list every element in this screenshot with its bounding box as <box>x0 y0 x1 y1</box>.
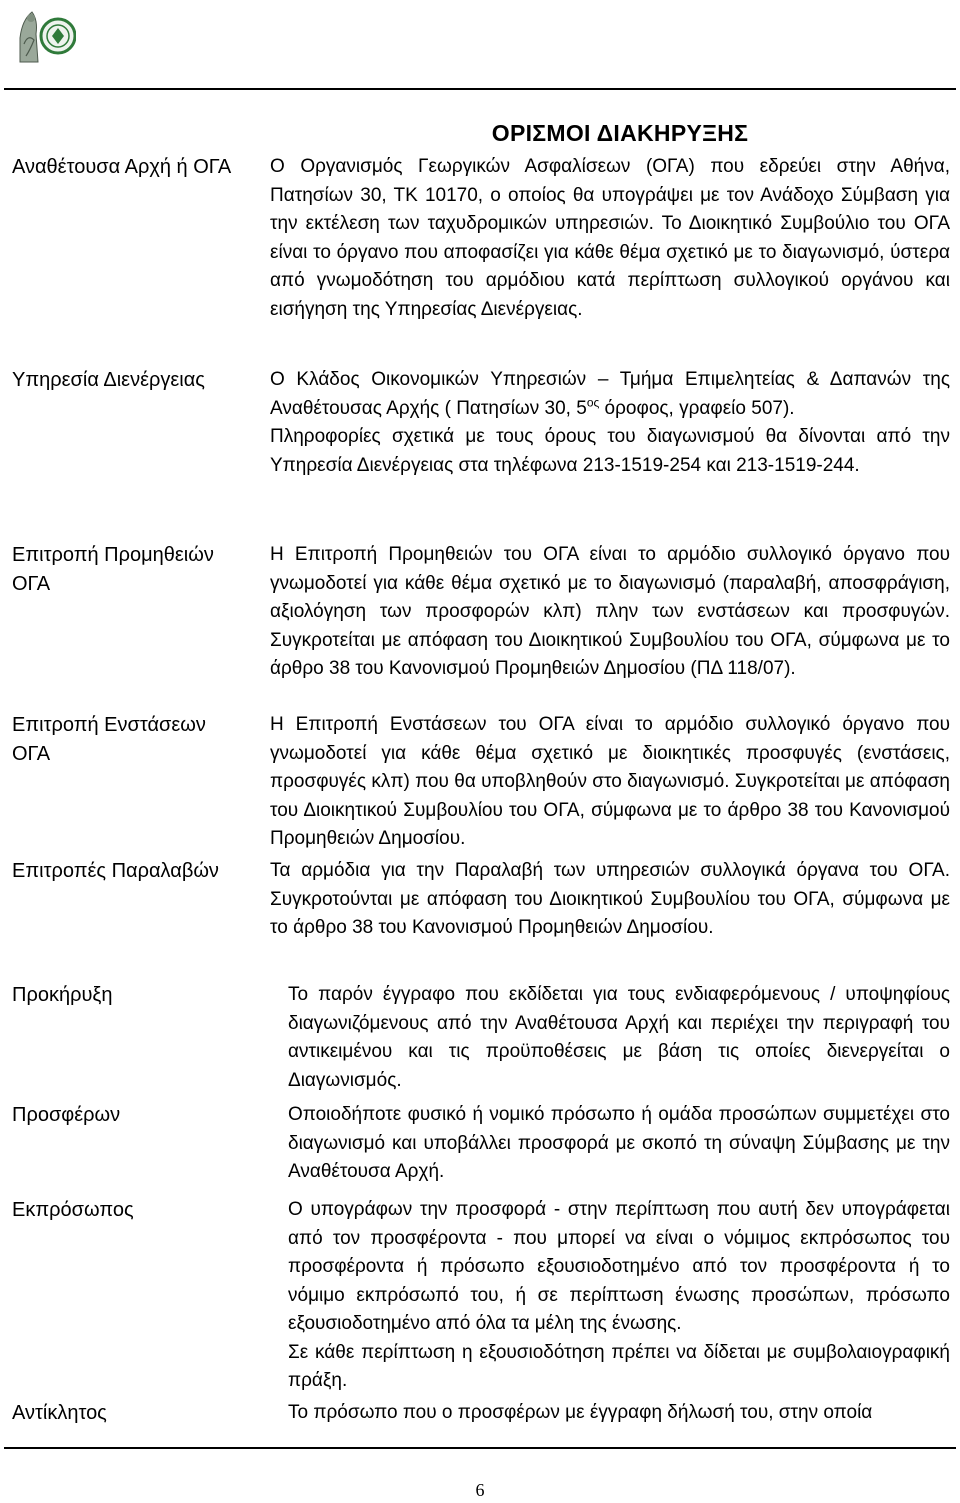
definition-text <box>248 366 960 541</box>
definition-term: Αντίκλητος <box>12 1402 107 1424</box>
definition-text <box>280 1399 960 1439</box>
definition-paragraph: Η Επιτροπή Ενστάσεων του ΟΓΑ είναι το αρμόδιο συλλογικό όργανο που γνωμοδοτεί για κάθε θέμα σχετικό με διοικητικές προσφυγές (ενστάσεις, προσφυγές κλπ) που θα υποβληθούν στο διαγωνισμό. Συγκροτείται με απόφαση του Διοικητικού Συμβουλίου του ΟΓΑ, σύμφωνα με το άρθρο 38 του Κανονισμού Προμηθειών Δημοσίου. <box>270 714 950 849</box>
definition-term: Αναθέτουσα Αρχή ή ΟΓΑ <box>12 156 232 178</box>
definition-paragraph-part: όροφος, γραφείο 507). <box>599 397 795 419</box>
definition-text <box>248 153 960 366</box>
definition-term: Επιτροπές Παραλαβών <box>12 860 219 882</box>
definition-term: Προκήρυξη <box>12 984 113 1006</box>
definition-row-notice <box>0 981 960 1101</box>
page-title: ΟΡΙΣΜΟΙ ΔΙΑΚΗΡΥΞΗΣ <box>491 120 749 146</box>
definition-paragraph: Ο Οργανισμός Γεωργικών Ασφαλίσεων (ΟΓΑ) που εδρεύει στην Αθήνα, Πατησίων 30, ΤΚ 10170, ο οποίος θα υπογράψει με τον Ανάδοχο Σύμβαση για την εκτέλεση των ταχυδρομικών υπηρεσιών. Το Διοικητικό Συμβούλιο του ΟΓΑ είναι το όργανο που αποφασίζει για κάθε θέμα σχετικό με το διαγωνισμό, ύστερα από γνωμοδότηση του αρμόδιου κατά περίπτωση συλλογικού οργάνου και εισήγηση της Υπηρεσίας Διενέργειας. <box>270 156 950 320</box>
definition-text <box>248 857 960 981</box>
header-rule <box>4 88 956 90</box>
definition-paragraph: Το παρόν έγγραφο που εκδίδεται για τους ενδιαφερόμενους / υποψηφίους διαγωνιζόμενους από την Αναθέτουσα Αρχή και περιέχει την περιγραφή του αντικειμένου και τις προϋποθέσεις με βάση τις οποίες διενεργείται ο Διαγωνισμός. <box>288 984 950 1091</box>
definition-text <box>248 541 960 711</box>
definition-row-contracting-authority <box>0 153 960 366</box>
definition-text <box>280 1196 960 1399</box>
definition-row-objections-committee <box>0 711 960 857</box>
definition-text <box>248 711 960 857</box>
definition-paragraph: Η Επιτροπή Προμηθειών του ΟΓΑ είναι το αρμόδιο συλλογικό όργανο που γνωμοδοτεί για κάθε θέμα σχετικό με το διαγωνισμό (παραλαβή, αποσφράγιση, αξιολόγηση των προσφορών κλπ) πλην των ενστάσεων και προσφυγών. Συγκροτείται με απόφαση του Διοικητικού Συμβουλίου του ΟΓΑ, σύμφωνα με το άρθρο 38 του Κανονισμού Προμηθειών Δημοσίου (ΠΔ 118/07). <box>270 544 950 679</box>
definition-row-representative <box>0 1196 960 1399</box>
page-number: 6 <box>475 1480 485 1500</box>
definition-row-agent <box>0 1399 960 1439</box>
definition-text <box>280 1101 960 1196</box>
definition-paragraph: Σε κάθε περίπτωση η εξουσιοδότηση πρέπει να δίδεται με συμβολαιογραφική πράξη. <box>288 1341 950 1391</box>
footer-rule <box>4 1447 956 1449</box>
definition-paragraph-part: Ο Κλάδος Οικονομικών Υπηρεσιών – Τμήμα Επιμελητείας & Δαπανών της Αναθέτουσας Αρχής ( Πατησίων 30, 5 <box>270 369 950 419</box>
definition-term: Επιτροπή Ενστάσεων ΟΓΑ <box>12 714 206 765</box>
definition-term: Υπηρεσία Διενέργειας <box>12 369 205 391</box>
oga-emblem-icon <box>14 4 76 66</box>
definition-paragraph: Ο υπογράφων την προσφορά - στην περίπτωση που αυτή δεν υπογράφεται από τον προσφέροντα - που μπορεί να είναι ο νόμιμος εκπρόσωπος του προσφέροντα ή πρόσωπο εξουσιοδοτημένο από τον προσφέροντα ή το νόμιμο εκπρόσωπό του, ή σε περίπτωση ένωσης προσώπων, πρόσωπο εξουσιοδοτημένο από όλα τα μέλη της ένωσης. <box>288 1199 950 1334</box>
definition-term: Εκπρόσωπος <box>12 1199 134 1221</box>
definition-term: Προσφέρων <box>12 1104 121 1126</box>
definition-row-conducting-service <box>0 366 960 541</box>
definitions-list <box>0 153 960 1439</box>
definition-paragraph: Πληροφορίες σχετικά με τους όρους του διαγωνισμού θα δίνονται από την Υπηρεσία Διενέργειας στα τηλέφωνα 213-1519-254 και 213-1519-244. <box>270 426 950 476</box>
definition-paragraph: Τα αρμόδια για την Παραλαβή των υπηρεσιών συλλογικά όργανα του ΟΓΑ. Συγκροτούνται με απόφαση του Διοικητικού Συμβουλίου του ΟΓΑ, σύμφωνα με το άρθρο 38 του Κανονισμού Προμηθειών Δημοσίου. <box>270 860 950 938</box>
definition-paragraph <box>270 366 950 423</box>
definition-row-bidder <box>0 1101 960 1196</box>
definition-paragraph: Οποιοδήποτε φυσικό ή νομικό πρόσωπο ή ομάδα προσώπων συμμετέχει στο διαγωνισμό και υποβάλλει προσφορά με σκοπό τη σύναψη Σύμβασης με την Αναθέτουσα Αρχή. <box>288 1104 950 1182</box>
definition-row-acceptance-committees <box>0 857 960 981</box>
definition-paragraph: Το πρόσωπο που ο προσφέρων με έγγραφη δήλωσή του, στην οποία <box>288 1402 873 1423</box>
ordinal-superscript: ος <box>586 395 600 410</box>
definition-row-procurement-committee <box>0 541 960 711</box>
definition-term: Επιτροπή Προμηθειών ΟΓΑ <box>12 544 214 595</box>
definition-text <box>280 981 960 1101</box>
